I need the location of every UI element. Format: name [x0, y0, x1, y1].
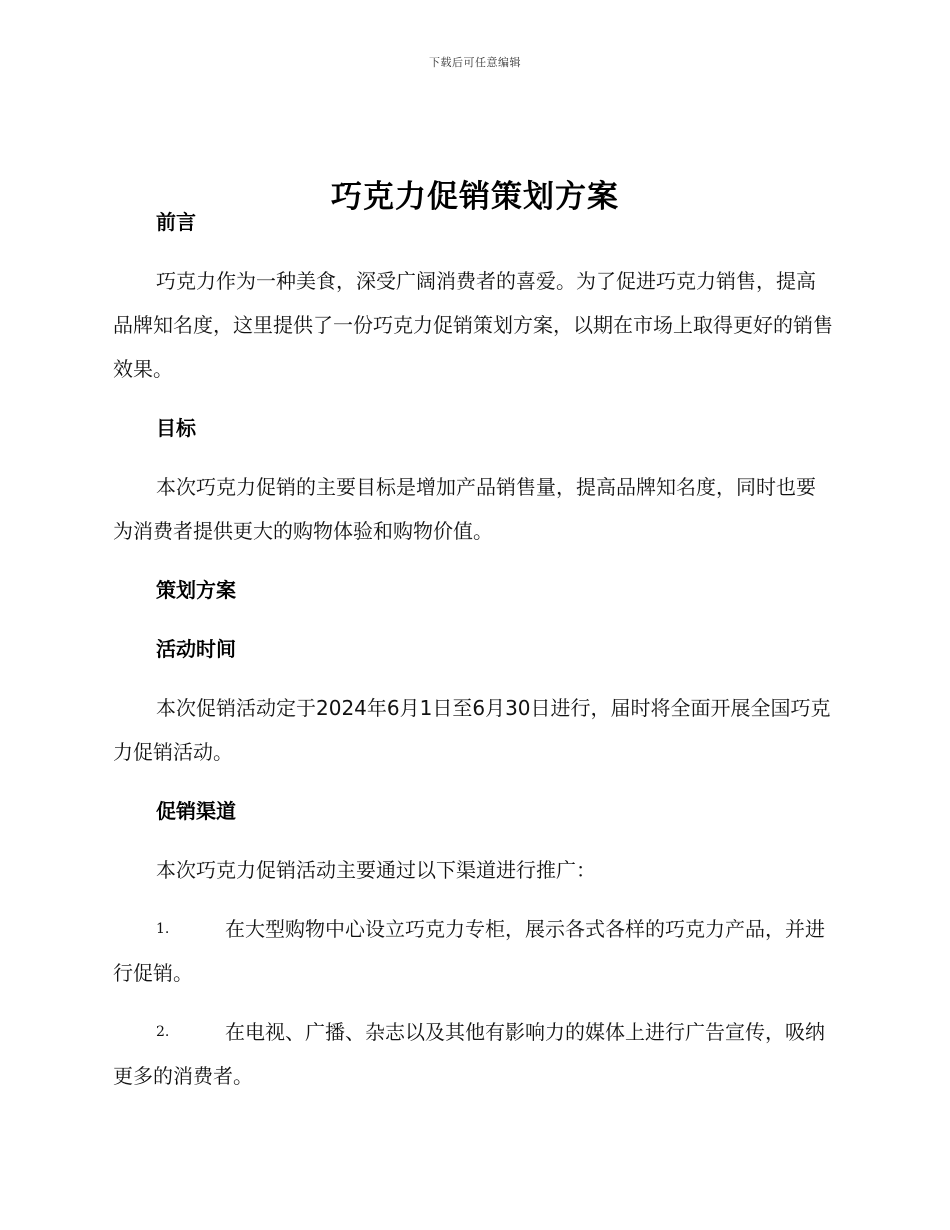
section-heading-preface: 前言 [156, 210, 196, 234]
spacer [113, 671, 833, 686]
paragraph-preface: 巧克力作为一种美食，深受广阔消费者的喜爱。为了促进巧克力销售，提高品牌知名度，这里提供了一份巧克力促销策划方案，以期在市场上取得更好的销售效果。 [113, 269, 833, 381]
spacer [113, 833, 833, 848]
list-item-number: 2. [156, 1024, 170, 1040]
paragraph-goal: 本次巧克力促销的主要目标是增加产品销售量，提高品牌知名度，同时也要为消费者提供更大的购物体验和购物价值。 [113, 475, 816, 543]
section-heading-channels: 促销渠道 [156, 799, 236, 823]
spacer [113, 892, 833, 907]
document-body [113, 200, 833, 1098]
list-item-number: 1. [156, 921, 170, 937]
spacer [113, 995, 833, 1010]
spacer [113, 553, 833, 568]
list-item-text: 在大型购物中心设立巧克力专柜，展示各式各样的巧克力产品，并进行促销。 [113, 917, 825, 985]
document-title: 巧克力促销策划方案 [331, 178, 619, 215]
section-heading-time: 活动时间 [156, 637, 236, 661]
section-heading-plan: 策划方案 [156, 578, 236, 602]
spacer [113, 612, 833, 627]
spacer [113, 244, 833, 259]
list-item [113, 907, 833, 995]
spacer [113, 450, 833, 465]
spacer [113, 391, 833, 406]
paragraph-time: 本次促销活动定于2024年6月1日至6月30日进行，届时将全面开展全国巧克力促销活动。 [113, 696, 831, 764]
list-item-text: 在电视、广播、杂志以及其他有影响力的媒体上进行广告宣传，吸纳更多的消费者。 [113, 1020, 825, 1088]
header-note: 下载后可任意编辑 [429, 56, 521, 69]
spacer [113, 774, 833, 789]
paragraph-channels: 本次巧克力促销活动主要通过以下渠道进行推广： [156, 858, 596, 882]
list-item [113, 1010, 833, 1098]
section-heading-goal: 目标 [156, 416, 196, 440]
